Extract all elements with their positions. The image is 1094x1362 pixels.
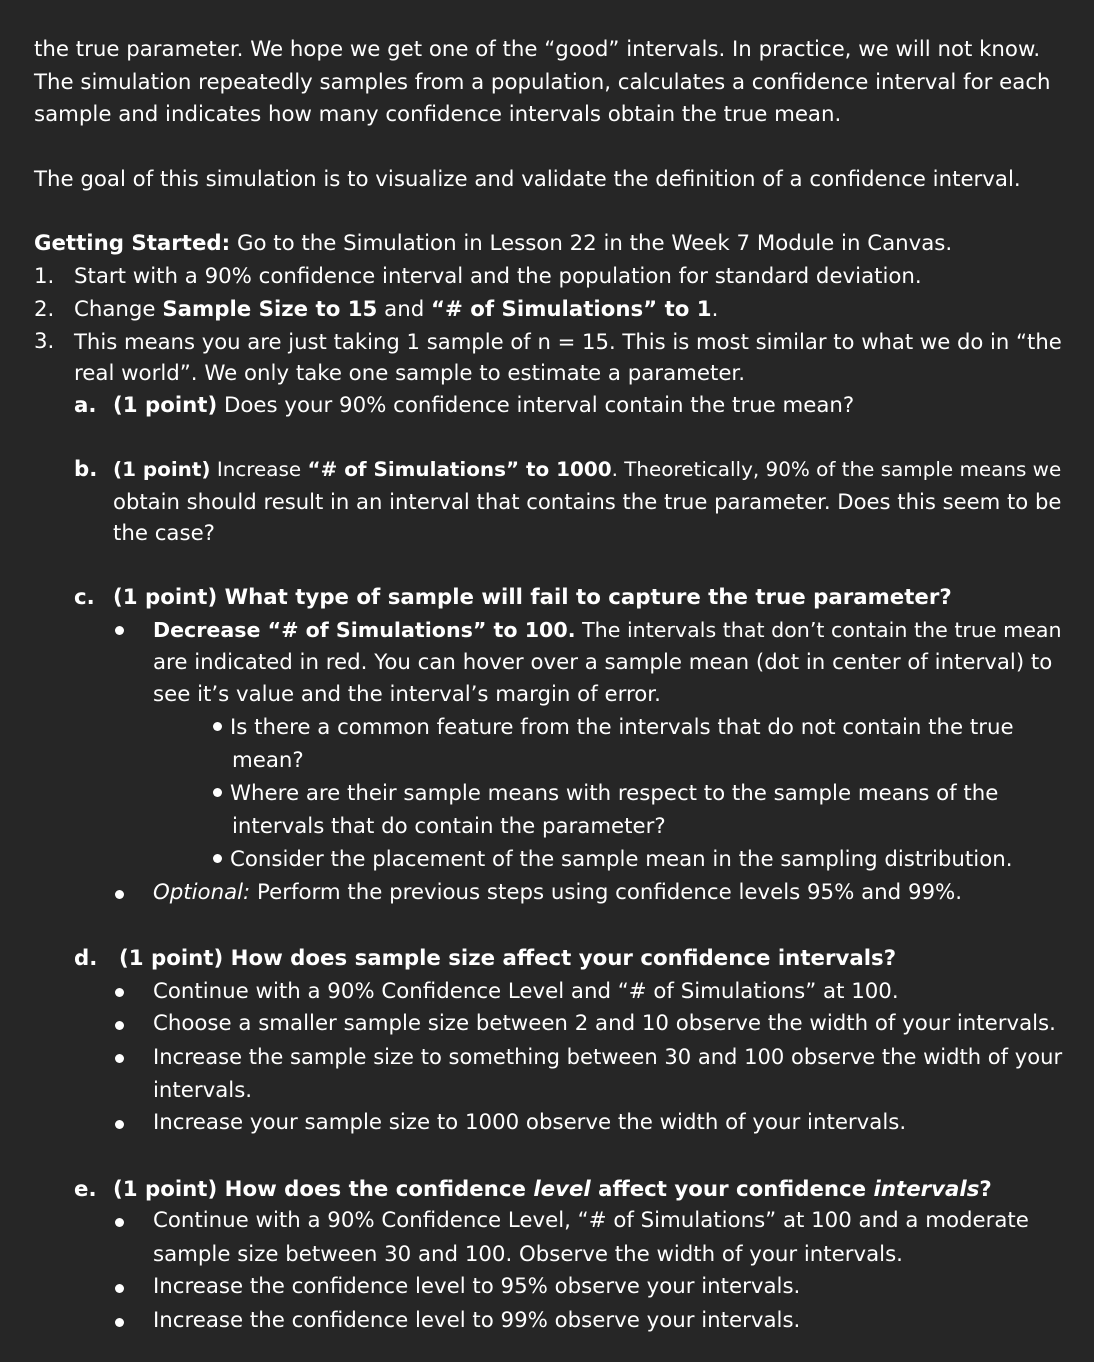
question-a-letter: a. <box>74 393 97 418</box>
bullet-icon <box>213 854 222 863</box>
question-b-line-1: (1 point) Increase “# of Simulations” to 1000. Theoretically, 90% of the sample means we <box>113 458 1062 481</box>
step-3-line-2: real world”. We only take one sample to estimate a parameter. <box>74 361 745 386</box>
question-e-bullet-3: Increase the confidence level to 99% observe your intervals. <box>153 1308 801 1333</box>
question-b-line-2: obtain should result in an interval that contains the true parameter. Does this seem to be <box>113 489 1062 514</box>
step-3-number: 3. <box>34 329 55 354</box>
question-e-letter: e. <box>74 1177 97 1202</box>
bullet-icon <box>115 1284 124 1293</box>
bullet-icon <box>115 1021 124 1030</box>
question-c-heading: (1 point) What type of sample will fail to capture the true parameter? <box>113 585 952 610</box>
step-1-text: Start with a 90% confidence interval and the population for standard deviation. <box>74 264 922 289</box>
bullet-icon <box>115 1120 124 1129</box>
question-c-bullet-1-line-3: see it’s value and the interval’s margin of error. <box>153 682 661 707</box>
question-d-bullet-3-line-1: Increase the sample size to something between 30 and 100 observe the width of your <box>153 1044 1063 1069</box>
question-c-sub-3: Consider the placement of the sample mean in the sampling distribution. <box>213 844 1013 877</box>
question-c-sub-1-line-2: mean? <box>232 748 304 773</box>
bullet-icon <box>115 1054 124 1063</box>
step-2-number: 2. <box>34 297 55 322</box>
question-d-bullet-1: Continue with a 90% Confidence Level and “# of Simulations” at 100. <box>153 979 899 1004</box>
question-e-bullet-1-line-2: sample size between 30 and 100. Observe the width of your intervals. <box>153 1242 903 1267</box>
step-3-line-1: This means you are just taking 1 sample of n = 15. This is most similar to what we do in “the <box>74 329 1062 354</box>
question-e-bullet-2: Increase the confidence level to 95% observe your intervals. <box>153 1274 801 1299</box>
question-e-heading: (1 point) How does the confidence level affect your confidence intervals? <box>113 1177 992 1202</box>
goal-text: The goal of this simulation is to visualize and validate the definition of a confidence interval. <box>34 167 1021 192</box>
step-1-number: 1. <box>34 264 55 289</box>
bullet-icon <box>213 788 222 797</box>
question-d-bullet-3-line-2: intervals. <box>153 1078 253 1103</box>
question-d-bullet-2: Choose a smaller sample size between 2 and 10 observe the width of your intervals. <box>153 1011 1056 1036</box>
question-b-line-3: the case? <box>113 521 215 546</box>
bullet-icon <box>115 1218 124 1227</box>
intro-line-3: sample and indicates how many confidence intervals obtain the true mean. <box>34 102 842 127</box>
intro-line-1: the true parameter. We hope we get one of the “good” intervals. In practice, we will not know. <box>34 37 1041 62</box>
step-2-text: Change Sample Size to 15 and “# of Simulations” to 1. <box>74 297 719 322</box>
question-b-letter: b. <box>74 457 98 482</box>
getting-started <box>34 228 952 261</box>
bullet-icon <box>115 1318 124 1327</box>
bullet-icon <box>115 890 124 899</box>
question-c-bullet-1-line-1: Decrease “# of Simulations” to 100. The intervals that don’t contain the true mean <box>153 618 1062 642</box>
question-a: (1 point) Does your 90% confidence interval contain the true mean? <box>113 393 855 418</box>
intro-line-2: The simulation repeatedly samples from a population, calculates a confidence interval for each <box>34 70 1051 95</box>
question-e-bullet-1-line-1: Continue with a 90% Confidence Level, “# of Simulations” at 100 and a moderate <box>153 1208 1029 1233</box>
bullet-icon <box>213 722 222 731</box>
question-c-sub-2-line-2: intervals that do contain the parameter? <box>232 814 666 839</box>
question-c-letter: c. <box>74 585 95 610</box>
question-d-letter: d. <box>74 946 98 971</box>
bullet-icon <box>115 626 124 635</box>
question-c-bullet-1-line-2: are indicated in red. You can hover over a sample mean (dot in center of interval) to <box>153 650 1053 675</box>
question-d-bullet-4: Increase your sample size to 1000 observe the width of your intervals. <box>153 1110 907 1135</box>
question-d-heading: (1 point) How does sample size affect your confidence intervals? <box>119 946 897 971</box>
getting-started-label: Getting Started: <box>34 231 231 256</box>
bullet-icon <box>115 988 124 997</box>
getting-started-text: Go to the Simulation in Lesson 22 in the Week 7 Module in Canvas. <box>230 231 953 256</box>
question-c-sub-1-line-1: Is there a common feature from the intervals that do not contain the true <box>213 712 1014 745</box>
question-c-optional: Optional: Perform the previous steps using confidence levels 95% and 99%. <box>153 880 963 905</box>
question-c-sub-2-line-1: Where are their sample means with respect to the sample means of the <box>213 778 998 811</box>
